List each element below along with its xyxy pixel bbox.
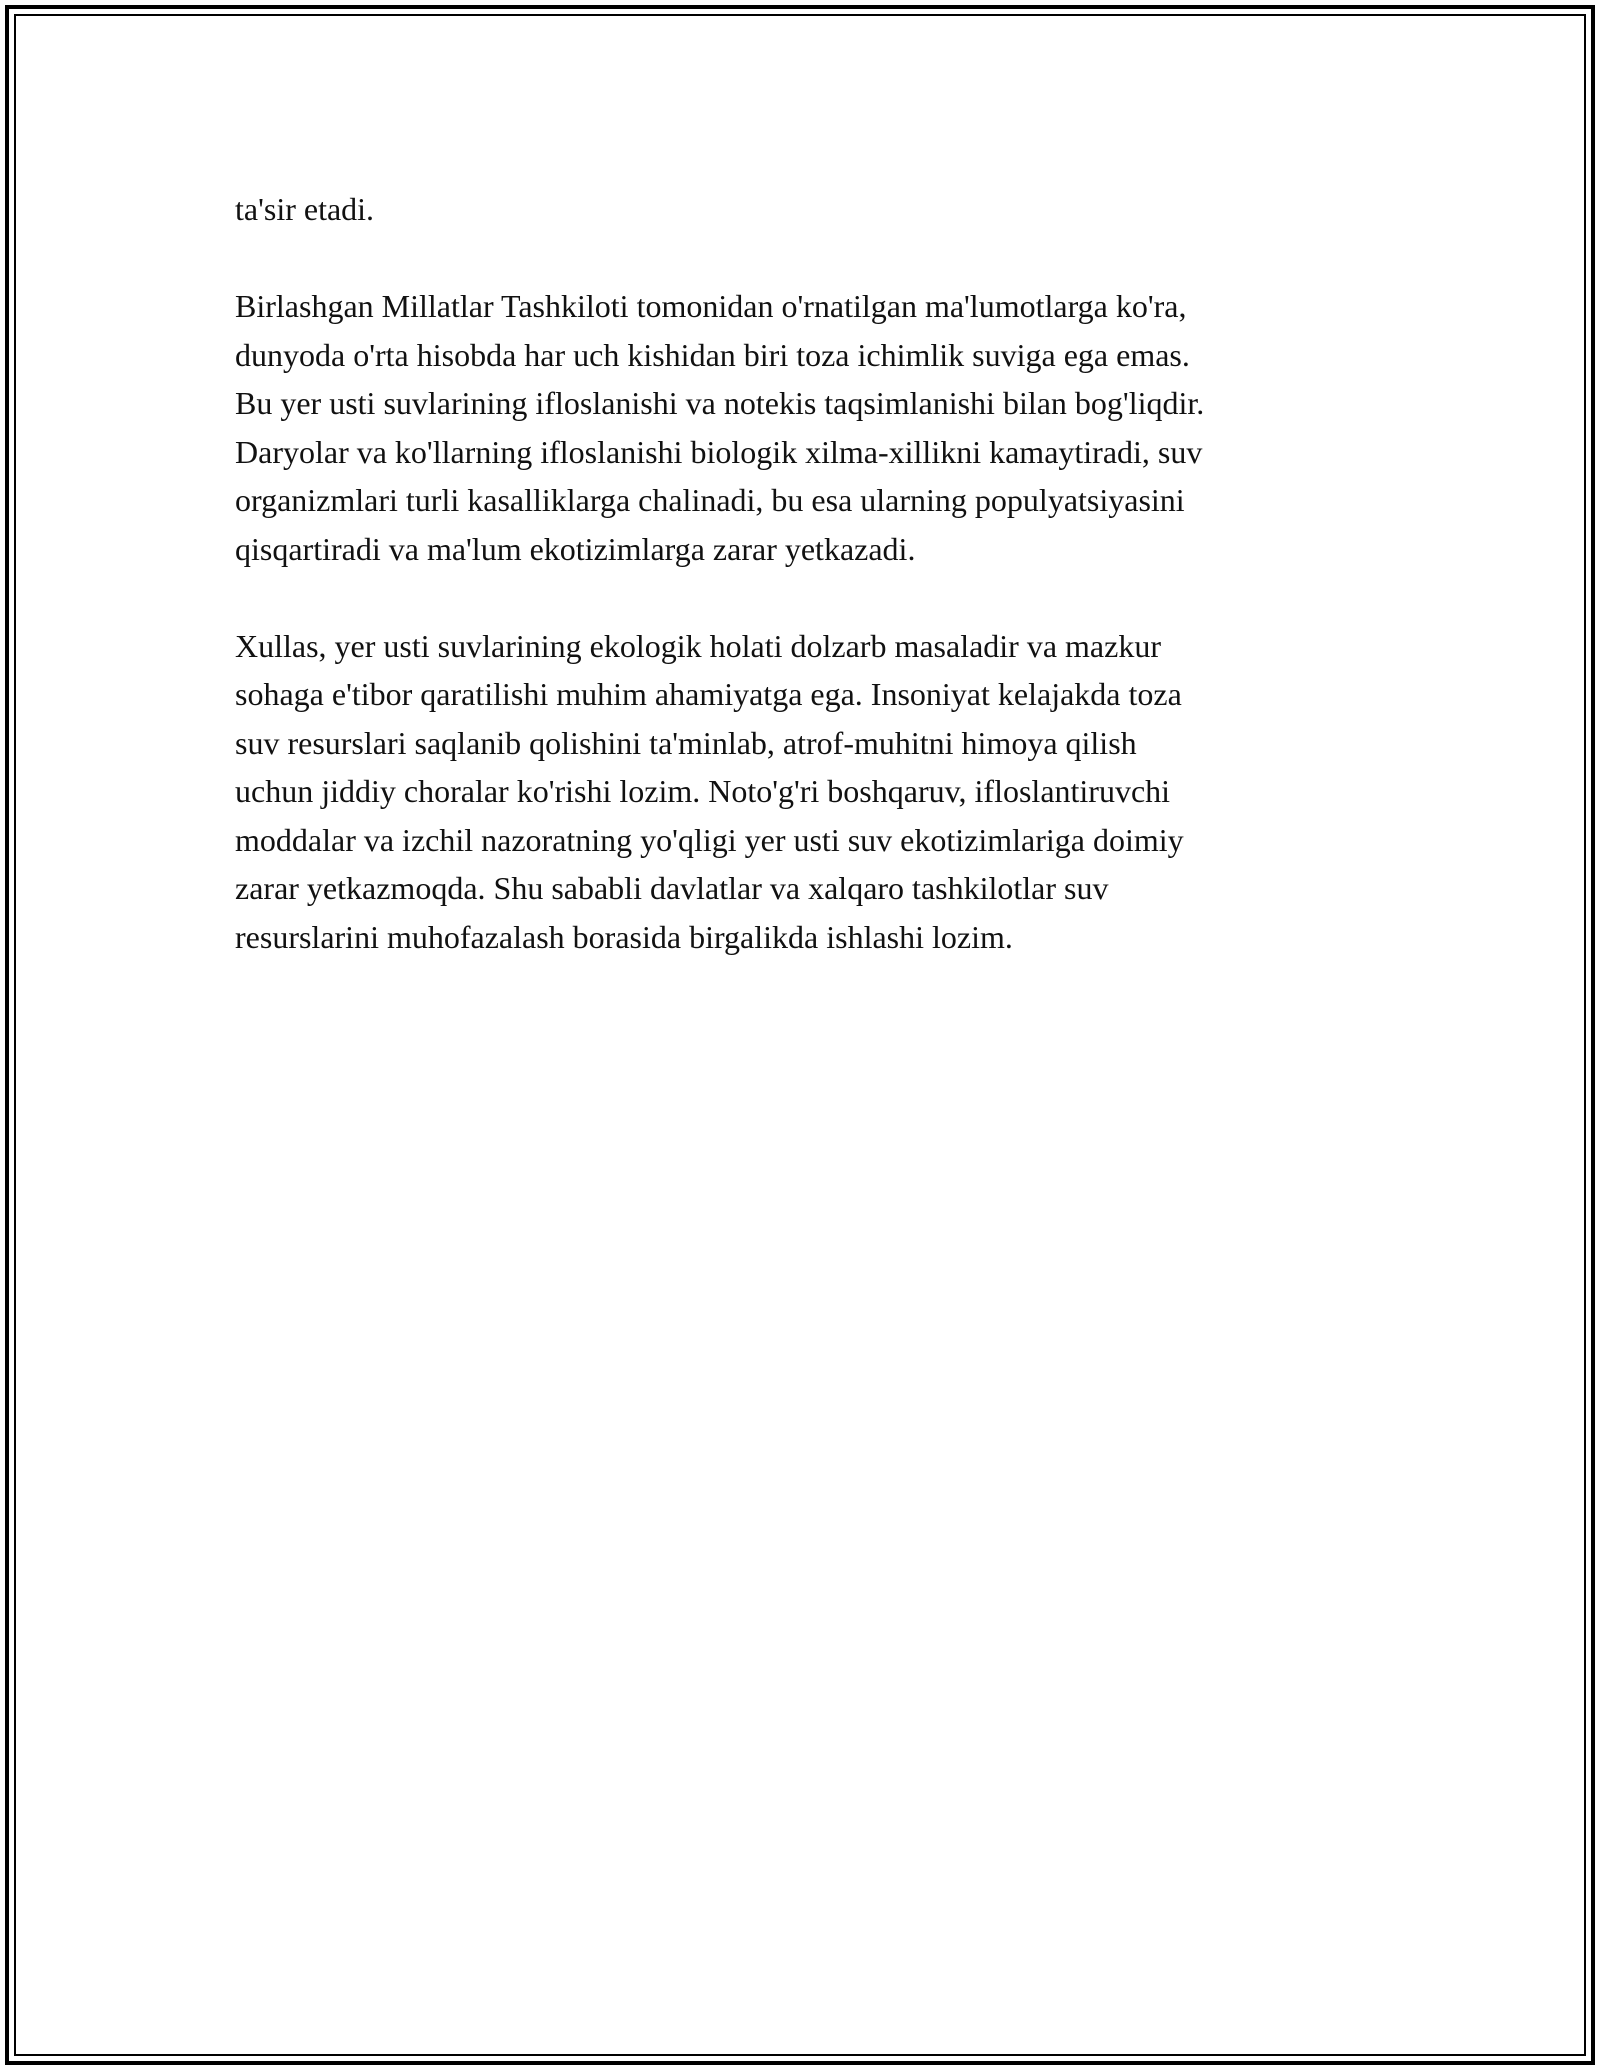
text-line: resurslarini muhofazalash borasida birgalikda ishlashi lozim.: [235, 918, 1013, 955]
text-line: sohaga e'tibor qaratilishi muhim ahamiyatga ega. Insoniyat kelajakda toza: [235, 676, 1182, 712]
paragraph-continuation: [235, 185, 1385, 234]
document-body: [235, 185, 1385, 1010]
text-line: suv resurslari saqlanib qolishini ta'minlab, atrof-muhitni himoya qilish: [235, 724, 1137, 761]
paragraph-un-statistics: [235, 282, 1385, 573]
text-line: Bu yer usti suvlarining ifloslanishi va notekis taqsimlanishi bilan bog'liqdir.: [235, 385, 1205, 421]
text-line: Xullas, yer usti suvlarining ekologik holati dolzarb masaladir va mazkur: [235, 627, 1161, 664]
text-line: qisqartiradi va ma'lum ekotizimlarga zarar yetkazadi.: [235, 530, 916, 567]
text-line: Birlashgan Millatlar Tashkiloti tomonidan o'rnatilgan ma'lumotlarga ko'ra,: [235, 288, 1187, 324]
text-line: organizmlari turli kasalliklarga chalinadi, bu esa ularning populyatsiyasini: [235, 482, 1185, 518]
text-line: moddalar va izchil nazoratning yo'qligi yer usti suv ekotizimlariga doimiy: [235, 821, 1184, 858]
text-line: zarar yetkazmoqda. Shu sababli davlatlar va xalqaro tashkilotlar suv: [235, 870, 1109, 906]
text-line: dunyoda o'rta hisobda har uch kishidan biri toza ichimlik suviga ega emas.: [235, 336, 1190, 373]
text-line: ta'sir etadi.: [235, 191, 375, 227]
text-line: Daryolar va ko'llarning ifloslanishi biologik xilma-xillikni kamaytiradi, suv: [235, 433, 1203, 470]
text-line: uchun jiddiy choralar ko'rishi lozim. Noto'g'ri boshqaruv, ifloslantiruvchi: [235, 773, 1171, 809]
paragraph-conclusion: [235, 622, 1385, 962]
